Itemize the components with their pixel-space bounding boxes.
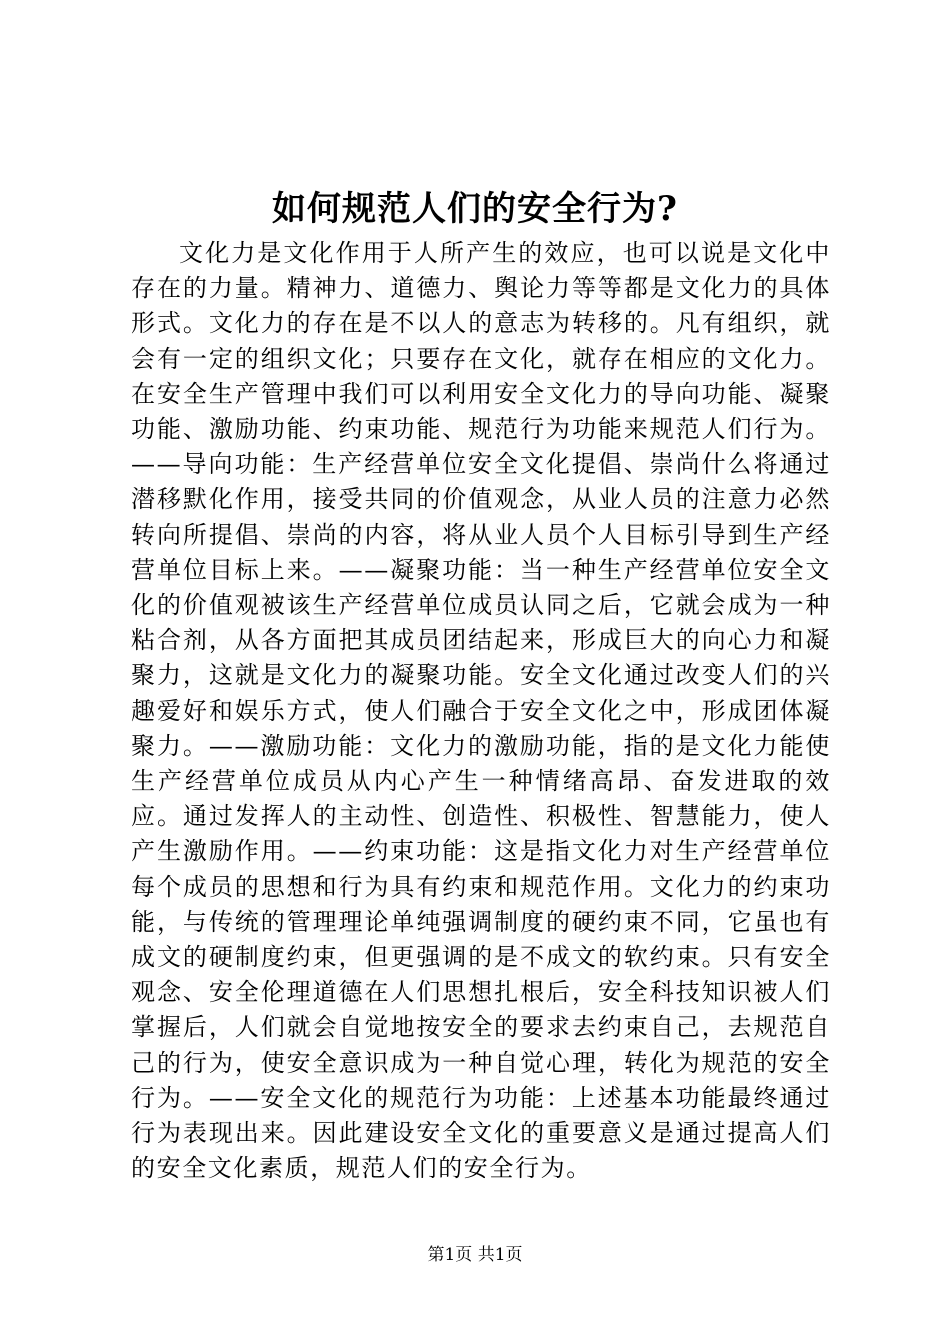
page-footer: 第1页 共1页 <box>427 1245 523 1265</box>
page-title: 如何规范人们的安全行为? <box>272 189 678 229</box>
body-paragraph: 文化力是文化作用于人所产生的效应，也可以说是文化中存在的力量。精神力、道德力、舆论力等等都是文化力的具体形式。文化力的存在是不以人的意志为转移的。凡有组织，就会有一定的组织文化；只要存在文化，就存在相应的文化力。在安全生产管理中我们可以利用安全文化力的导向功能、凝聚功能、激励功能、约束功能、规范行为功能来规范人们行为。——导向功能：生产经营单位安全文化提倡、崇尚什么将通过潜移默化作用，接受共同的价值观念，从业人员的注意力必然转向所提倡、崇尚的内容，将从业人员个人目标引导到生产经营单位目标上来。——凝聚功能：当一种生产经营单位安全文化的价值观被该生产经营单位成员认同之后，它就会成为一种粘合剂，从各方面把其成员团结起来，形成巨大的向心力和凝聚力，这就是文化力的凝聚功能。安全文化通过改变人们的兴趣爱好和娱乐方式，使人们融合于安全文化之中，形成团体凝聚力。——激励功能：文化力的激励功能，指的是文化力能使生产经营单位成员从内心产生一种情绪高昂、奋发进取的效应。通过发挥人的主动性、创造性、积极性、智慧能力，使人产生激励作用。——约束功能：这是指文化力对生产经营单位每个成员的思想和行为具有约束和规范作用。文化力的约束功能，与传统的管理理论单纯强调制度的硬约束不同，它虽也有成文的硬制度约束，但更强调的是不成文的软约束。只有安全观念、安全伦理道德在人们思想扎根后，安全科技知识被人们掌握后，人们就会自觉地按安全的要求去约束自己，去规范自己的行为，使安全意识成为一种自觉心理，转化为规范的安全行为。——安全文化的规范行为功能：上述基本功能最终通过行为表现出来。因此建设安全文化的重要意义是通过提高人们的安全文化素质，规范人们的安全行为。 <box>131 239 831 1183</box>
